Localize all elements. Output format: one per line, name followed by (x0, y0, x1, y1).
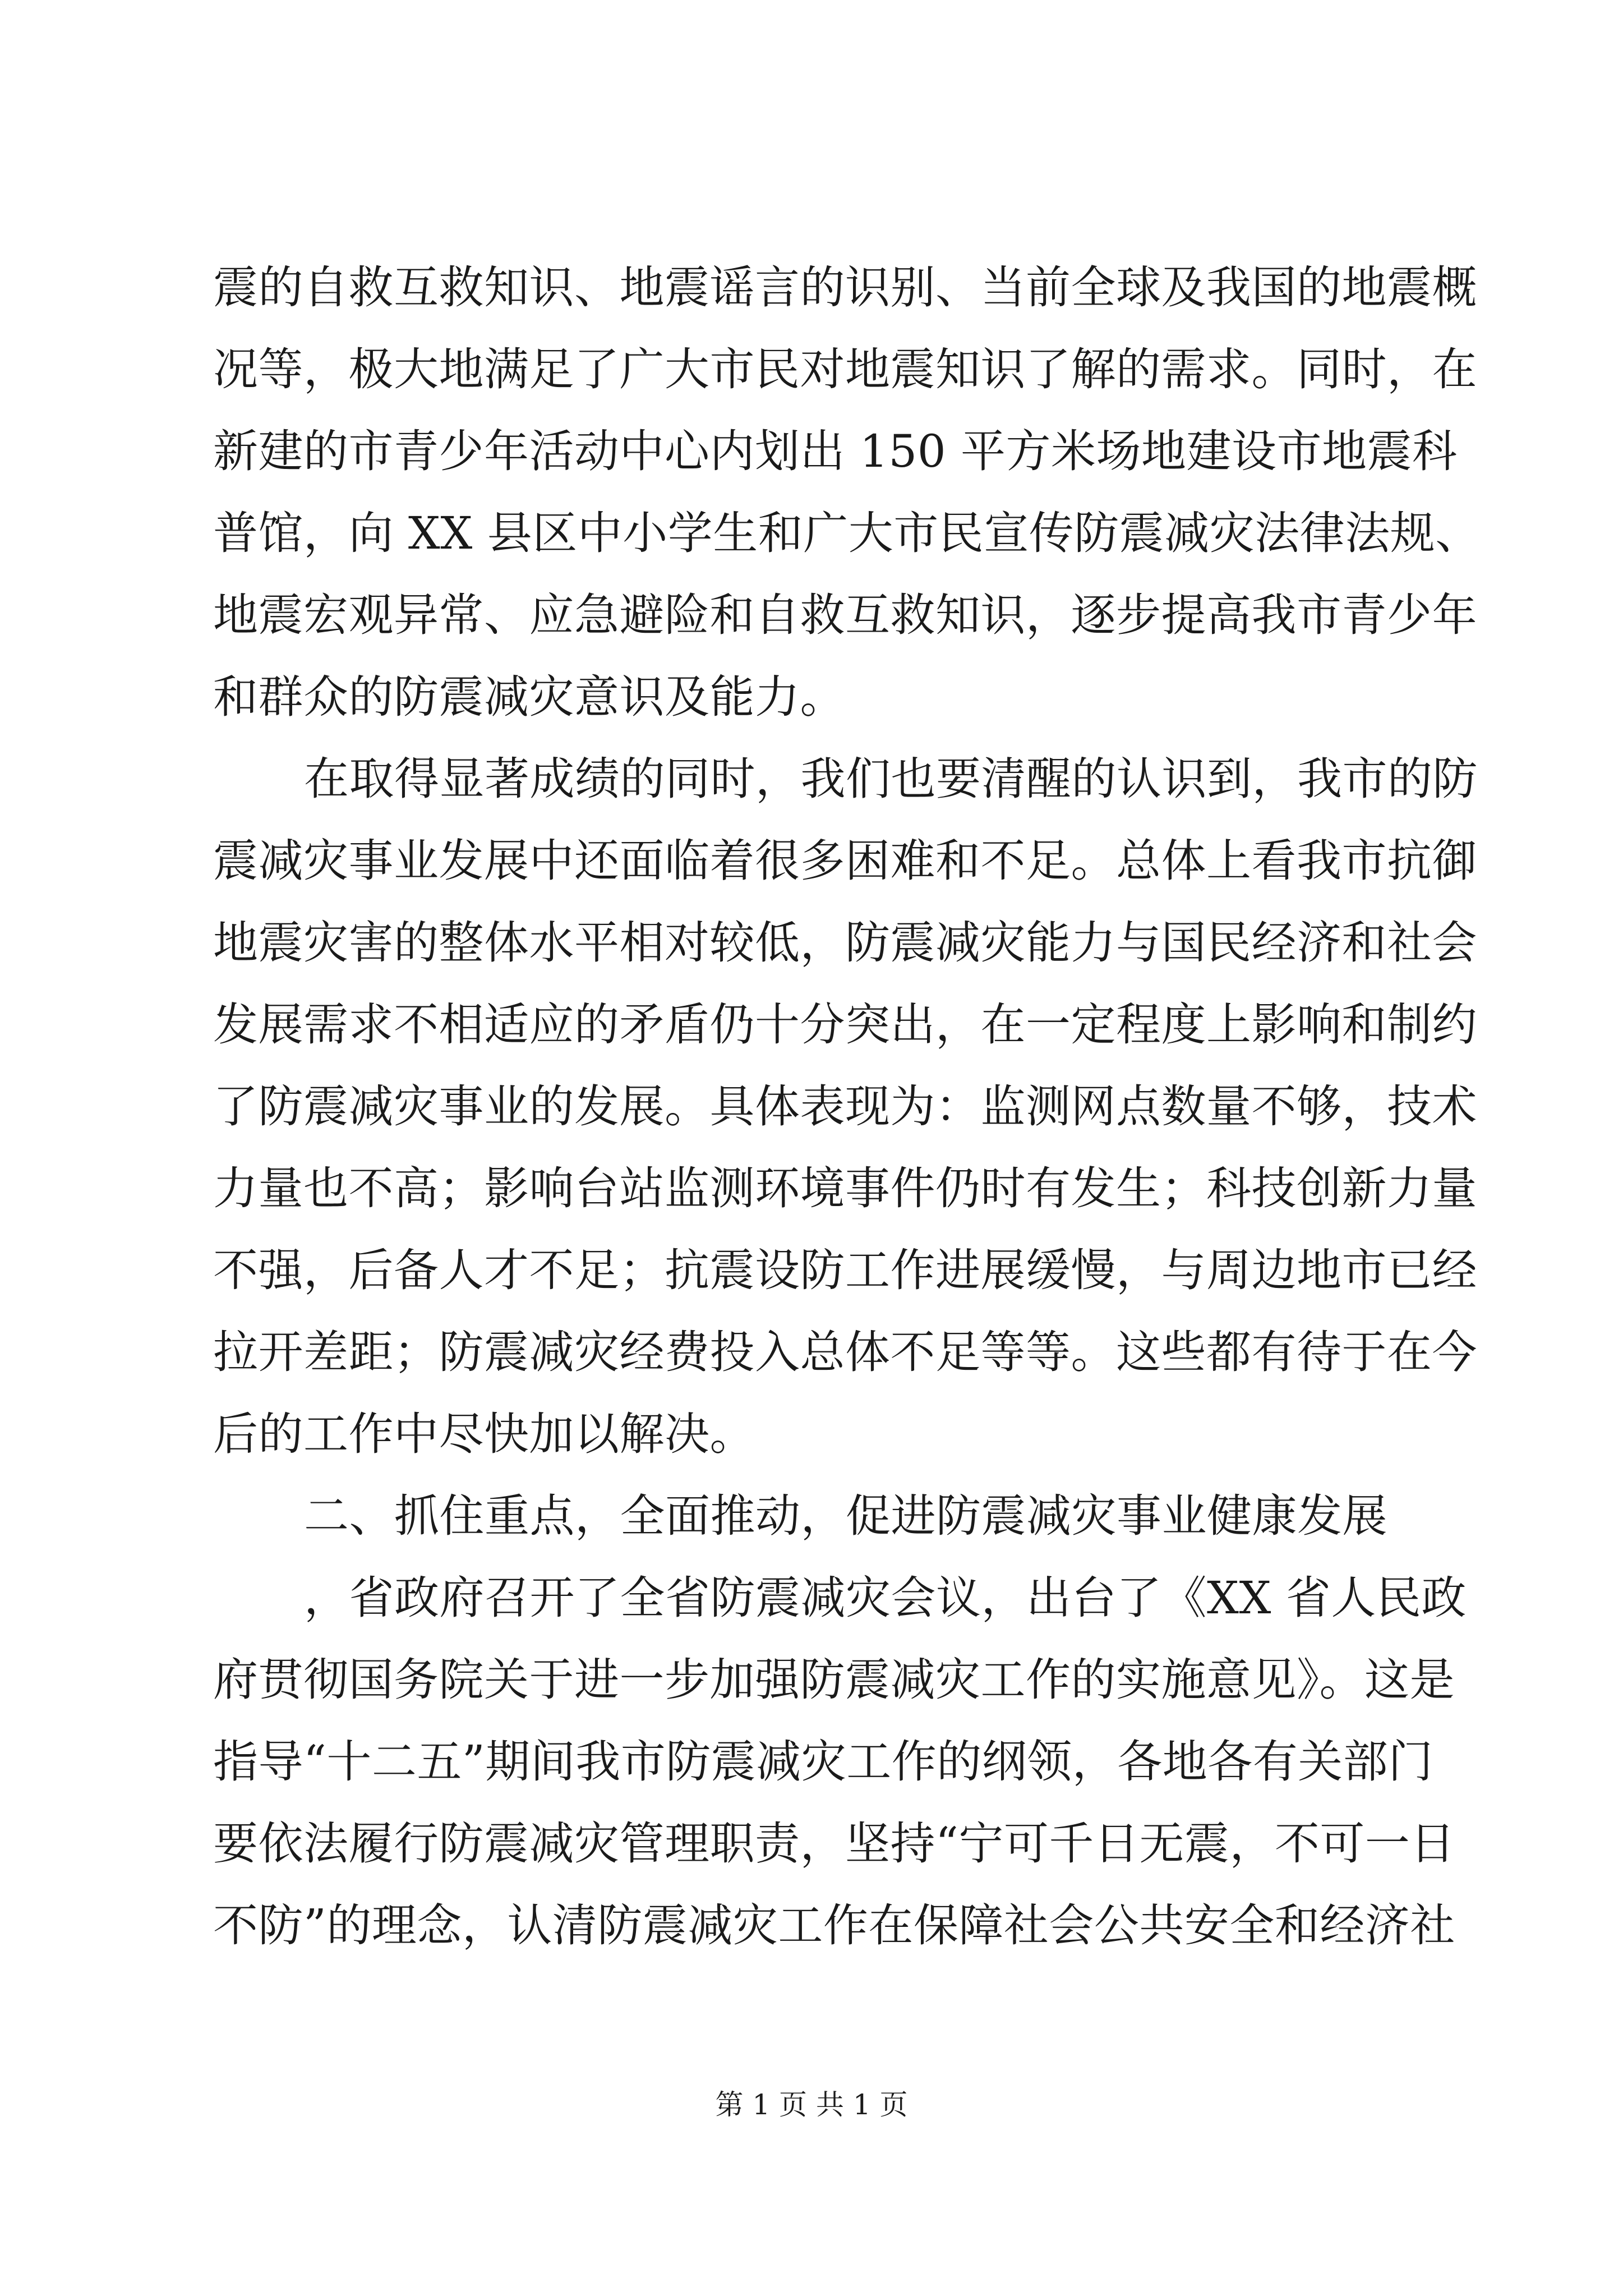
document-body (213, 247, 1481, 1967)
paragraph-first-line: 在取得显著成绩的同时，我们也要清醒的认识到，我市的防 (304, 753, 1478, 805)
text-line: 要依法履行防震减灾管理职责，坚持“宁可千日无震，不可一日 (213, 1818, 1455, 1870)
text-line: 府贯彻国务院关于进一步加强防震减灾工作的实施意见》。这是 (213, 1654, 1455, 1706)
section-heading: 二、抓住重点，全面推动，促进防震减灾事业健康发展 (304, 1490, 1387, 1542)
paragraph-first-line: ，省政府召开了全省防震减灾会议，出台了《XX 省人民政 (304, 1572, 1467, 1624)
text-line: 力量也不高；影响台站监测环境事件仍时有发生；科技创新力量 (213, 1162, 1477, 1214)
text-line: 发展需求不相适应的矛盾仍十分突出，在一定程度上影响和制约 (213, 999, 1477, 1051)
text-line: 不防”的理念，认清防震减灾工作在保障社会公共安全和经济社 (213, 1899, 1455, 1952)
text-line: 指导“十二五”期间我市防震减灾工作的纲领，各地各有关部门 (213, 1736, 1433, 1788)
text-line: 新建的市青少年活动中心内划出 150 平方米场地建设市地震科 (213, 425, 1458, 477)
text-line: 拉开差距；防震减灾经费投入总体不足等等。这些都有待于在今 (213, 1326, 1477, 1378)
text-line: 后的工作中尽快加以解决。 (213, 1408, 755, 1460)
text-line: 和群众的防震减灾意识及能力。 (213, 671, 845, 723)
text-line: 普馆，向 XX 县区中小学生和广大市民宣传防震减灾法律法规、 (213, 507, 1481, 559)
text-line: 地震宏观异常、应急避险和自救互救知识，逐步提高我市青少年 (213, 589, 1477, 641)
text-line: 况等，极大地满足了广大市民对地震知识了解的需求。同时，在 (213, 343, 1477, 395)
text-line: 震的自救互救知识、地震谣言的识别、当前全球及我国的地震概 (213, 261, 1477, 314)
page-footer: 第 1 页 共 1 页 (715, 2088, 908, 2121)
text-line: 震减灾事业发展中还面临着很多困难和不足。总体上看我市抗御 (213, 835, 1477, 887)
text-line: 地震灾害的整体水平相对较低，防震减灾能力与国民经济和社会 (213, 917, 1477, 969)
text-line: 了防震减灾事业的发展。具体表现为：监测网点数量不够，技术 (213, 1080, 1477, 1133)
text-line: 不强，后备人才不足；抗震设防工作进展缓慢，与周边地市已经 (213, 1244, 1477, 1296)
